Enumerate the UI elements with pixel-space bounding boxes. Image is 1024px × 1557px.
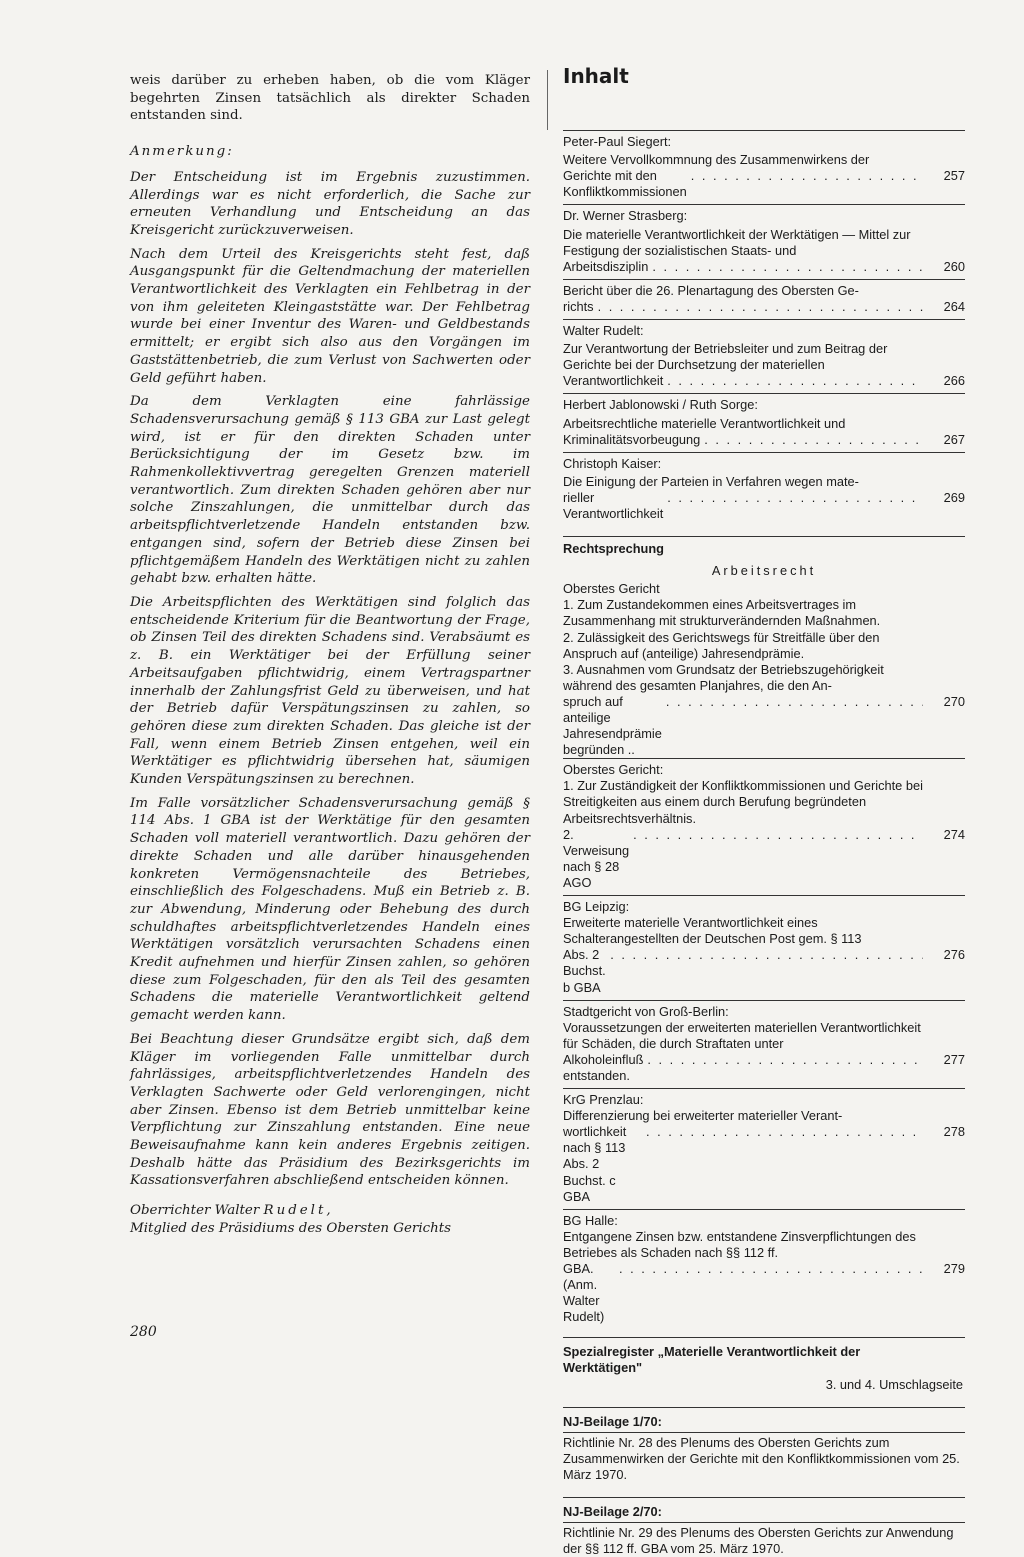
signature-surname: Rudelt: [263, 1203, 327, 1219]
beilage-title: NJ-Beilage 2/70:: [563, 1504, 965, 1523]
entry-text: Kriminalitätsvorbeugung: [563, 431, 701, 447]
column-divider: [547, 70, 548, 130]
leader-dots: [647, 1052, 923, 1068]
beilage-title: NJ-Beilage 1/70:: [563, 1414, 965, 1433]
leader-dots: [667, 373, 923, 389]
entry-text: rieller Verantwortlichkeit: [563, 489, 664, 521]
toc-line: [563, 694, 965, 758]
decision-text: 1. Zur Zuständigkeit der Konfliktkommissionen und Gerichte bei Streitigkeiten aus einem durch Berufung begründeten Arbeitsrechtsverhältnis.: [563, 778, 923, 826]
page-ref: 267: [943, 431, 965, 447]
annotation-paragraph: Die Arbeitspflichten des Werktätigen sind folglich das entscheidende Kriterium für die Beantwortung der Frage, ob Zinsen Teil des direkten Schadens sind. Verabsäumt es z. B. ein Werktätiger bei der Erfüllung seiner Arbeitsaufgaben pflichtwidrig, einem Vertragspartner innerhalb der Zahlungsfrist Geld zu überweisen, und hat der Betrieb dafür Verspätungszinsen zu zahlen, so gehören diese zum direkten Schaden. Das gleiche ist der Fall, wenn einem Betrieb Zinsen entgehen, weil ein Werktätiger es pflichtwidrig übersehen hat, säumigen Kunden Verspätungszinsen zu berechnen.: [130, 594, 530, 788]
court-name: Oberstes Gericht:: [563, 762, 664, 778]
entry-title: Zur Verantwortung der Betriebsleiter und zum Beitrag der Gerichte bei der Durchsetzung der materiellen: [563, 341, 888, 373]
court-items: [563, 597, 965, 758]
entry-text: Alkoholeinfluß entstanden.: [563, 1051, 644, 1083]
decision-text: Erweiterte materielle Verantwortlichkeit eines Schalterangestellten der Deutschen Post gem. § 113: [563, 915, 862, 947]
entry-title: Bericht über die 26. Plenartagung des Obersten Ge-: [563, 282, 859, 298]
toc-line: [563, 299, 965, 315]
entry-text: 2. Verweisung nach § 28 AGO: [563, 826, 630, 890]
signature-block: [130, 1202, 530, 1237]
signature-title: Oberrichter Walter: [130, 1203, 264, 1219]
decision-text: Entgangene Zinsen bzw. entstandene Zinsverpflichtungen des Betriebes als Schaden nach §§ 112 ff.: [563, 1228, 916, 1260]
decision-text: 3. Ausnahmen vom Grundsatz der Betriebszugehörigkeit während des gesamten Planjahres, die den An-: [563, 661, 884, 693]
signature-comma: ,: [326, 1203, 331, 1219]
entry-author: Dr. Werner Strasberg:: [563, 208, 688, 224]
entry-text: spruch auf anteilige Jahresendprämie begründen ..: [563, 693, 662, 758]
page-ref: 270: [943, 693, 965, 709]
toc-line: [563, 947, 965, 995]
annotation-paragraph: Im Falle vorsätzlicher Schadensverursachung gemäß § 114 Abs. 1 GBA ist der Werktätige für den gesamten Schaden voll materiell verantwortlich. Dazu gehören der direkte Schaden und alle darüber hinausgehenden konkreten Vermögensnachteile des Betriebes, einschließlich des Folgeschadens. Muß ein Betrieb z. B. zur Abwendung, Minderung oder Behebung des durch schuldhaftes arbeitspflichtverletzendes Handeln eines Werktätigen vorsätzlich verursachten Schadens einen Kredit aufnehmen und hierfür Zinsen zahlen, so gehören diese zum Folgeschaden, für den als Teil des gesamten Schadens die materielle Verantwortlichkeit geltend gemacht werden kann.: [130, 795, 530, 1024]
court-name: BG Halle:: [563, 1212, 618, 1228]
toc-line: [563, 432, 965, 448]
court-name: Oberstes Gericht: [563, 581, 660, 597]
leader-dots: [667, 490, 923, 506]
toc-line: [563, 1124, 965, 1204]
spezialregister: [563, 1337, 965, 1392]
court-decision: [563, 895, 965, 996]
annotation-column: [130, 72, 530, 1238]
leader-dots: [666, 694, 923, 710]
entry-title: Die materielle Verantwortlichkeit der Werktätigen — Mittel zur Festigung der sozialistischen Staats- und: [563, 226, 911, 258]
entry-text: GBA. (Anm. Walter Rudelt): [563, 1261, 605, 1325]
leader-dots: [633, 827, 923, 843]
annotation-paragraph: Bei Beachtung dieser Grundsätze ergibt sich, daß dem Kläger im vorliegenden Falle unmittelbar durch fahrlässiges, arbeitspflichtverletzendes Handeln des Verklagten Sachwerte oder Geld verlorengingen, nicht aber Zinsen. Ebenso ist dem Betrieb unmittelbar keine Verpflichtung zur Zinszahlung entstanden. Eine neue Beweisaufnahme kann kein anderes Ergebnis zeitigen. Deshalb hätte das Präsidium des Bezirksgerichts im Kassationsverfahren abschließend entscheiden können.: [130, 1031, 530, 1189]
leader-dots: [610, 947, 923, 963]
entry-author: Herbert Jablonowski / Ruth Sorge:: [563, 397, 758, 413]
entry-text: Gerichte mit den Konfliktkommissionen: [563, 168, 687, 200]
decision-text: 1. Zum Zustandekommen eines Arbeitsvertrages im Zusammenhang mit strukturverändernden Maßnahmen.: [563, 597, 881, 629]
toc-entry: [563, 204, 965, 274]
toc-entry: [563, 130, 965, 200]
toc-line: [563, 490, 965, 522]
entry-title: Die Einigung der Parteien in Verfahren wegen mate-: [563, 473, 859, 489]
table-of-contents: [563, 64, 965, 1557]
toc-title: Inhalt: [563, 64, 629, 88]
court-og1: [563, 581, 965, 758]
page-ref: 279: [943, 1261, 965, 1276]
toc-line: [563, 259, 965, 275]
entry-text: Verantwortlichkeit: [563, 373, 664, 389]
arbeitsrecht-heading: Arbeitsrecht: [711, 563, 817, 579]
court-decisions: [563, 895, 965, 1325]
toc-entry: [563, 279, 965, 315]
toc-entry: [563, 393, 965, 447]
leader-dots: [704, 432, 923, 448]
entry-author: Christoph Kaiser:: [563, 455, 662, 471]
signature-role: Mitglied des Präsidiums des Obersten Gerichts: [130, 1220, 451, 1236]
toc-line: [563, 827, 965, 891]
page-ref: 260: [943, 258, 965, 274]
entry-title: Weitere Vervollkommnung des Zusammenwirkens der: [563, 152, 870, 168]
annotation-heading: Anmerkung:: [130, 144, 234, 160]
page-ref: 274: [943, 826, 965, 842]
spezialregister-page: 3. und 4. Umschlagseite: [825, 1376, 963, 1392]
toc-line: [563, 168, 965, 200]
leader-dots: [598, 299, 923, 315]
court-name: KrG Prenzlau:: [563, 1092, 644, 1108]
annotation-paragraph: Da dem Verklagten eine fahrlässige Schadensverursachung gemäß § 113 GBA zur Last gelegt wird, ist er für den direkten Schaden unter Berücksichtigung der im Gesetz bzw. im Rahmenkollektivvertrag geregelten Grenzen materiell verantwortlich. Zum direkten Schaden gehören aber nur solche Zinszahlungen, die unmittelbar durch das arbeitspflichtverletzende Handeln entstanden bzw. entgangen sind, sofern der Betrieb diese Zinsen bei pflichtgemäßem Handeln des Werktätigen nicht zu zahlen gehabt bzw. erhalten hätte.: [130, 394, 530, 587]
page-ref: 266: [943, 373, 965, 389]
entry-title: Arbeitsrechtliche materielle Verantwortlichkeit und: [563, 415, 846, 431]
decision-text: Voraussetzungen der erweiterten materiellen Verantwortlichkeit für Schäden, die durch Straftaten unter: [563, 1019, 921, 1051]
page-ref: 257: [943, 168, 965, 184]
court-name: BG Leipzig:: [563, 899, 630, 915]
leader-dots: [646, 1124, 923, 1140]
entry-text: Abs. 2 Buchst. b GBA: [563, 947, 606, 995]
entry-text: richts: [563, 298, 594, 314]
court-decision: [563, 1000, 965, 1084]
beilagen: [563, 1407, 965, 1557]
annotation-paragraph: Nach dem Urteil des Kreisgerichts steht fest, daß Ausgangspunkt für die Geltendmachung der materiellen Verantwortlichkeit des Verklagten ein Fehlbetrag in der von ihm geleiteten Kleingaststätte war. Der Fehlbetrag wurde bei einer Inventur des Waren- und Geldbestands ermittelt; er ergibt sich also aus den Vorgängen im Gaststättenbetrieb, die zum Verlust von Sachwerten oder Geld geführt haben.: [130, 246, 530, 386]
page-ref: 278: [943, 1124, 965, 1140]
spezialregister-title: Spezialregister „Materielle Verantwortlichkeit der Werktätigen": [563, 1344, 861, 1376]
toc-articles: [563, 130, 965, 522]
page-ref: 269: [943, 489, 965, 505]
court-og2: [563, 758, 965, 891]
signature-name-line: [130, 1202, 530, 1220]
beilage-entry: [563, 1407, 965, 1483]
court-name: Stadtgericht von Groß-Berlin:: [563, 1003, 729, 1019]
toc-entry: [563, 452, 965, 522]
beilage-text: Richtlinie Nr. 28 des Plenums des Obersten Gerichts zum Zusammenwirken der Gerichte mit den Konfliktkommissionen vom 25. März 1970.: [563, 1434, 960, 1482]
page-ref: 277: [943, 1051, 965, 1067]
opening-paragraph: weis darüber zu erheben haben, ob die vom Kläger begehrten Zinsen tatsächlich als direkter Schaden entstanden sind.: [130, 73, 530, 124]
leader-dots: [619, 1261, 923, 1277]
page-ref: 276: [943, 947, 965, 963]
beilage-entry: [563, 1497, 965, 1557]
page-number: 280: [130, 1324, 157, 1340]
court-decision: [563, 1209, 965, 1326]
toc-line: [563, 373, 965, 389]
entry-text: Arbeitsdisziplin: [563, 258, 649, 274]
entry-author: Walter Rudelt:: [563, 323, 644, 339]
decision-text: 2. Zulässigkeit des Gerichtswegs für Streitfälle über den Anspruch auf (anteilige) Jahresendprämie.: [563, 629, 880, 661]
court-decision: [563, 1088, 965, 1205]
rechtsprechung-heading: Rechtsprechung: [563, 536, 965, 557]
leader-dots: [691, 168, 923, 184]
annotation-paragraph: Der Entscheidung ist im Ergebnis zuzustimmen. Allerdings war es nicht erforderlich, die Sache zur erneuten Verhandlung und Entscheidung an das Kreisgericht zurückzuverweisen.: [130, 169, 530, 238]
toc-line: [563, 1261, 965, 1325]
toc-line: [563, 1052, 965, 1084]
page-ref: 264: [943, 298, 965, 314]
decision-text: Differenzierung bei erweiterter materieller Verant-: [563, 1108, 843, 1124]
entry-author: Peter-Paul Siegert:: [563, 134, 672, 150]
toc-entry: [563, 319, 965, 389]
leader-dots: [652, 259, 923, 275]
court-items: [563, 778, 965, 891]
entry-text: wortlichkeit nach § 113 Abs. 2 Buchst. c GBA: [563, 1124, 627, 1204]
beilage-text: Richtlinie Nr. 29 des Plenums des Obersten Gerichts zur Anwendung der §§ 112 ff. GBA vom 25. März 1970.: [563, 1525, 954, 1557]
